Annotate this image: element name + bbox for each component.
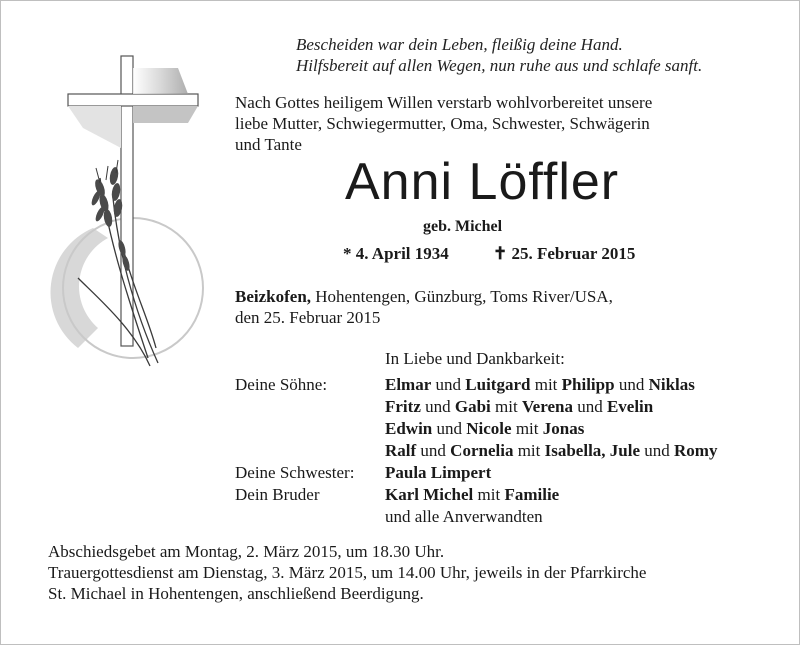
cross-horizontal [68, 94, 198, 106]
motto-line-2: Hilfsbereit auf allen Wegen, nun ruhe aus und schlafe sanft. [296, 56, 703, 75]
place-town: Beizkofen, [235, 287, 312, 306]
mourner-segment: und [572, 397, 607, 416]
footer-line-1: Abschiedsgebet am Montag, 2. März 2015, um 18.30 Uhr. [48, 542, 445, 561]
place-towns: Hohentengen, Günzburg, Toms River/USA, [311, 287, 613, 306]
mourner-segment: mit [530, 375, 562, 394]
mourner-row [385, 418, 584, 440]
birth-date: * 4. April 1934 [343, 244, 449, 263]
mourner-segment: Gabi [454, 397, 491, 416]
mourner-segment: mit [473, 485, 505, 504]
mourner-row [385, 462, 491, 484]
intro-line-3: und Tante [235, 135, 302, 154]
mourner-segment: Fritz [385, 397, 421, 416]
footer-line-2: Trauergottesdienst am Dienstag, 3. März 2015, um 14.00 Uhr, jeweils in der Pfarrkirche [48, 563, 647, 582]
label-sons: Deine Söhne: [235, 375, 328, 394]
maiden-name: geb. Michel [423, 218, 503, 235]
mourner-row [385, 440, 717, 462]
mourners-heading: In Liebe und Dankbarkeit: [385, 349, 565, 368]
mourner-segment: mit [490, 397, 522, 416]
mourner-row [385, 484, 559, 506]
mourner-segment: Paula Limpert [385, 463, 492, 482]
mourner-segment: Jonas [542, 419, 585, 438]
cross-wheat-illustration [38, 48, 228, 378]
intro-line-2: liebe Mutter, Schwiegermutter, Oma, Schwester, Schwägerin [235, 114, 650, 133]
mourner-segment: mit [511, 419, 543, 438]
deceased-name: Anni Löffler [345, 153, 620, 211]
mourner-segment: mit [513, 441, 545, 460]
mourner-segment: Nicole [466, 419, 512, 438]
mourner-segment: Niklas [648, 375, 695, 394]
mourner-segment: Ralf [385, 441, 417, 460]
mourner-row [385, 506, 543, 528]
mourner-segment: Edwin [385, 419, 433, 438]
place-date: den 25. Februar 2015 [235, 308, 381, 327]
mourner-segment: Luitgard [465, 375, 531, 394]
mourner-segment: und [432, 419, 467, 438]
label-sister: Deine Schwester: [235, 463, 355, 482]
mourner-segment: Karl Michel [385, 485, 474, 504]
mourner-segment: Familie [504, 485, 560, 504]
footer-line-3: St. Michael in Hohentengen, anschließend Beerdigung. [48, 584, 424, 603]
mourner-segment: Evelin [606, 397, 654, 416]
intro-line-1: Nach Gottes heiligem Willen verstarb wohlvorbereitet unsere [235, 93, 653, 112]
mourner-segment: Philipp [561, 375, 615, 394]
mourner-row [385, 396, 653, 418]
mourner-segment: und [431, 375, 466, 394]
mourner-segment: Romy [674, 441, 718, 460]
mourner-row [385, 374, 695, 396]
mourner-segment: und [640, 441, 675, 460]
mourner-segment: und [420, 397, 455, 416]
mourner-segment: Verena [521, 397, 573, 416]
mourner-segment: Isabella, Jule [544, 441, 641, 460]
mourner-segment: Elmar [385, 375, 432, 394]
death-date: ✝ 25. Februar 2015 [493, 244, 636, 263]
motto-line-1: Bescheiden war dein Leben, fleißig deine Hand. [296, 35, 623, 54]
mourner-segment: und alle Anverwandten [385, 507, 543, 526]
label-brother: Dein Bruder [235, 485, 320, 504]
halo-shape [50, 228, 108, 348]
place-line [235, 286, 613, 308]
mourner-segment: und [416, 441, 451, 460]
mourner-segment: Cornelia [450, 441, 514, 460]
mourner-segment: und [614, 375, 649, 394]
